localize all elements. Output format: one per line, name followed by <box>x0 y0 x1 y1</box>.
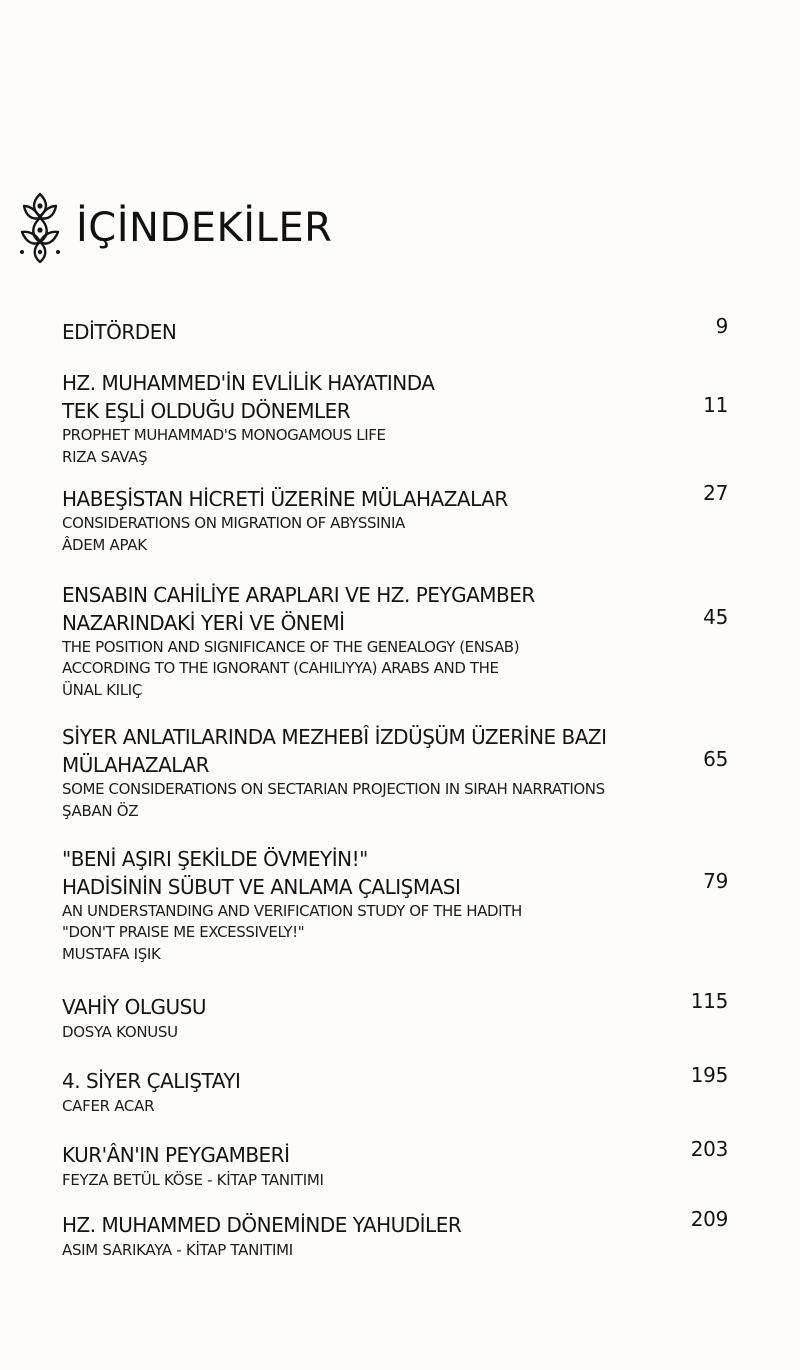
entry-author: RIZA SAVAŞ <box>62 448 148 466</box>
toc-entry <box>62 1063 728 1117</box>
toc-entry <box>62 1207 728 1261</box>
entry-author: FEYZA BETÜL KÖSE - KİTAP TANITIMI <box>62 1171 324 1189</box>
entry-subtitle: PROPHET MUHAMMAD'S MONOGAMOUS LIFE <box>62 426 386 444</box>
entry-text <box>62 723 728 822</box>
entry-page-number[interactable]: 115 <box>690 989 728 1013</box>
entry-page-number[interactable]: 203 <box>690 1137 728 1161</box>
entry-author: DOSYA KONUSU <box>62 1023 178 1041</box>
toc-entry <box>62 989 728 1043</box>
toc-entry <box>62 314 728 346</box>
entry-text <box>62 318 728 346</box>
entry-text <box>62 1067 728 1117</box>
entry-title[interactable]: SİYER ANLATILARINDA MEZHEBÎ İZDÜŞÜM ÜZERİNE BAZI <box>62 725 607 749</box>
entry-page-number[interactable]: 65 <box>703 747 728 771</box>
entry-title[interactable]: HZ. MUHAMMED'İN EVLİLİK HAYATINDA <box>62 371 435 395</box>
entry-author: CAFER ACAR <box>62 1097 155 1115</box>
entry-subtitle: "DON'T PRAISE ME EXCESSIVELY!" <box>62 923 305 941</box>
entry-text <box>62 581 728 701</box>
entry-title[interactable]: HADİSİNİN SÜBUT VE ANLAMA ÇALIŞMASI <box>62 875 461 899</box>
entry-text <box>62 369 728 468</box>
entry-title[interactable]: KUR'ÂN'IN PEYGAMBERİ <box>62 1143 290 1167</box>
entry-subtitle: AN UNDERSTANDING AND VERIFICATION STUDY OF THE HADITH <box>62 902 522 920</box>
entry-page-number[interactable]: 11 <box>703 393 728 417</box>
entry-title[interactable]: TEK EŞLİ OLDUĞU DÖNEMLER <box>62 399 351 423</box>
entry-author: ÜNAL KILIÇ <box>62 681 143 699</box>
toc-entry <box>62 369 728 468</box>
entry-author: ASIM SARIKAYA - KİTAP TANITIMI <box>62 1241 293 1259</box>
entry-text <box>62 993 728 1043</box>
entry-author: ŞABAN ÖZ <box>62 802 139 820</box>
toc-entry <box>62 723 728 822</box>
entry-title[interactable]: HZ. MUHAMMED DÖNEMİNDE YAHUDİLER <box>62 1213 462 1237</box>
entry-text <box>62 485 728 556</box>
toc-entry <box>62 581 728 701</box>
entry-page-number[interactable]: 195 <box>690 1063 728 1087</box>
entry-page-number[interactable]: 209 <box>690 1207 728 1231</box>
entry-text <box>62 845 728 965</box>
entry-title[interactable]: "BENİ AŞIRI ŞEKİLDE ÖVMEYİN!" <box>62 847 368 871</box>
entry-author: ÂDEM APAK <box>62 536 147 554</box>
entry-title[interactable]: NAZARINDAKİ YERİ VE ÖNEMİ <box>62 611 345 635</box>
entry-subtitle: SOME CONSIDERATIONS ON SECTARIAN PROJECTION IN SIRAH NARRATIONS <box>62 780 605 798</box>
page-title: İÇİNDEKİLER <box>76 205 333 251</box>
entry-title[interactable]: VAHİY OLGUSU <box>62 995 206 1019</box>
toc-entry <box>62 1137 728 1191</box>
entry-title[interactable]: ENSABIN CAHİLİYE ARAPLARI VE HZ. PEYGAMBER <box>62 583 535 607</box>
entry-page-number[interactable]: 27 <box>703 481 728 505</box>
entry-text <box>62 1211 728 1261</box>
entry-text <box>62 1141 728 1191</box>
entry-title[interactable]: EDİTÖRDEN <box>62 320 177 344</box>
entry-title[interactable]: MÜLAHAZALAR <box>62 753 209 777</box>
toc-entry <box>62 481 728 556</box>
entry-title[interactable]: 4. SİYER ÇALIŞTAYI <box>62 1069 241 1093</box>
entry-subtitle: THE POSITION AND SIGNIFICANCE OF THE GENEALOGY (ENSAB) <box>62 638 520 656</box>
page-header <box>18 188 332 268</box>
entry-page-number[interactable]: 45 <box>703 605 728 629</box>
entry-author: MUSTAFA IŞIK <box>62 945 161 963</box>
entry-page-number[interactable]: 79 <box>703 869 728 893</box>
entry-page-number[interactable]: 9 <box>715 314 728 338</box>
floral-ornament-icon <box>18 188 62 268</box>
toc-entry <box>62 845 728 965</box>
entry-subtitle: CONSIDERATIONS ON MIGRATION OF ABYSSINIA <box>62 514 405 532</box>
entry-subtitle: ACCORDING TO THE IGNORANT (CAHILIYYA) ARABS AND THE <box>62 659 499 677</box>
entry-title[interactable]: HABEŞİSTAN HİCRETİ ÜZERİNE MÜLAHAZALAR <box>62 487 508 511</box>
